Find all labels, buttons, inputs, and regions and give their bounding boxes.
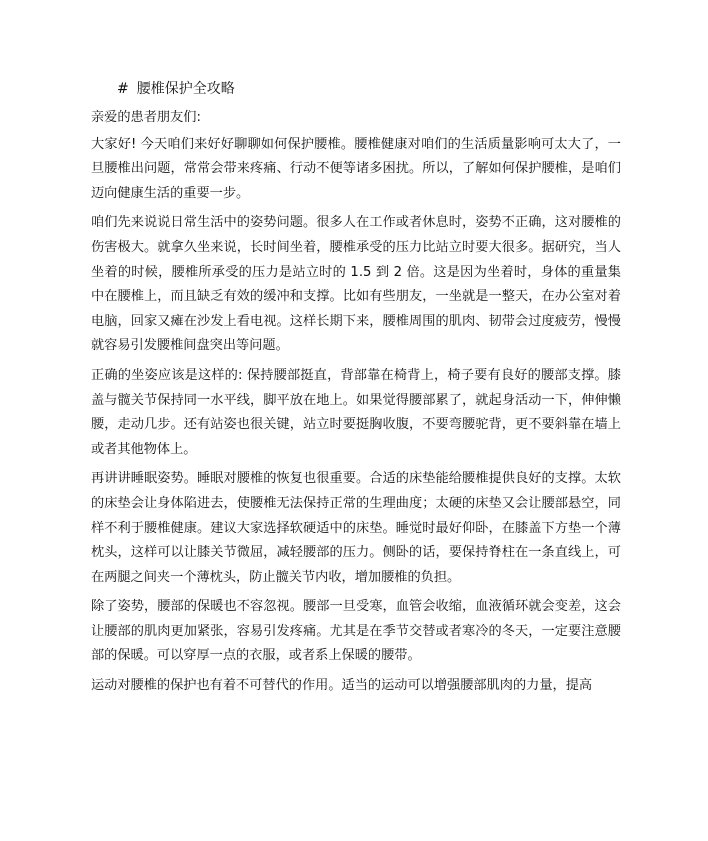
paragraph-exercise: 运动对腰椎的保护也有着不可替代的作用。适当的运动可以增强腰部肌肉的力量，提高 — [91, 678, 593, 694]
paragraph-sitting: 正确的坐姿应该是这样的: 保持腰部挺直，背部靠在椅背上，椅子要有良好的腰部支撑。膝盖与髋关节保持同一水平线，脚平放在地上。如果觉得腰部累了，就起身活动一下，伸伸懒腰，走动几步。还有站姿也很关键，站立时要挺胸收腹，不要弯腰驼背，更不要斜靠在墙上或者其他物体上。 — [91, 367, 621, 457]
heading-text: 腰椎保护全攻略 — [136, 81, 235, 97]
document-heading — [117, 78, 235, 100]
paragraph-intro: 大家好! 今天咱们来好好聊聊如何保护腰椎。腰椎健康对咱们的生活质量影响可太大了，一旦腰椎出问题，常常会带来疼痛、行动不便等诸多困扰。所以，了解如何保护腰椎，是咱们迈向健康生活的重要一步。 — [91, 136, 621, 201]
paragraph-posture: 咱们先来说说日常生活中的姿势问题。很多人在工作或者休息时，姿势不正确，这对腰椎的伤害极大。就拿久坐来说，长时间坐着，腰椎承受的压力比站立时要大很多。据研究，当人坐着的时候，腰椎所承受的压力是站立时的 1.5 到 2 倍。这是因为坐着时，身体的重量集中在腰椎上，而且缺乏有效的缓冲和支撑。比如有些朋友，一坐就是一整天，在办公室对着电脑，回家又瘫在沙发上看电视。这样长期下来，腰椎周围的肌肉、韧带会过度疲劳，慢慢就容易引发腰椎间盘突出等问题。 — [91, 215, 621, 354]
heading-marker: # — [117, 81, 129, 97]
salutation: 亲爱的患者朋友们: — [91, 110, 201, 125]
paragraph-sleeping: 再讲讲睡眠姿势。睡眠对腰椎的恢复也很重要。合适的床垫能给腰椎提供良好的支撑。太软的床垫会让身体陷进去，使腰椎无法保持正常的生理曲度；太硬的床垫又会让腰部悬空，同样不利于腰椎健康。建议大家选择软硬适中的床垫。睡觉时最好仰卧，在膝盖下方垫一个薄枕头，这样可以让膝关节微屈，减轻腰部的压力。侧卧的话，要保持脊柱在一条直线上，可在两腿之间夹一个薄枕头，防止髋关节内收，增加腰椎的负担。 — [91, 471, 621, 585]
paragraph-warmth: 除了姿势，腰部的保暖也不容忽视。腰部一旦受寒，血管会收缩，血液循环就会变差，这会让腰部的肌肉更加紧张，容易引发疼痛。尤其是在季节交替或者寒冷的冬天，一定要注意腰部的保暖。可以穿厚一点的衣服，或者系上保暖的腰带。 — [91, 599, 621, 664]
document-body — [91, 106, 621, 704]
